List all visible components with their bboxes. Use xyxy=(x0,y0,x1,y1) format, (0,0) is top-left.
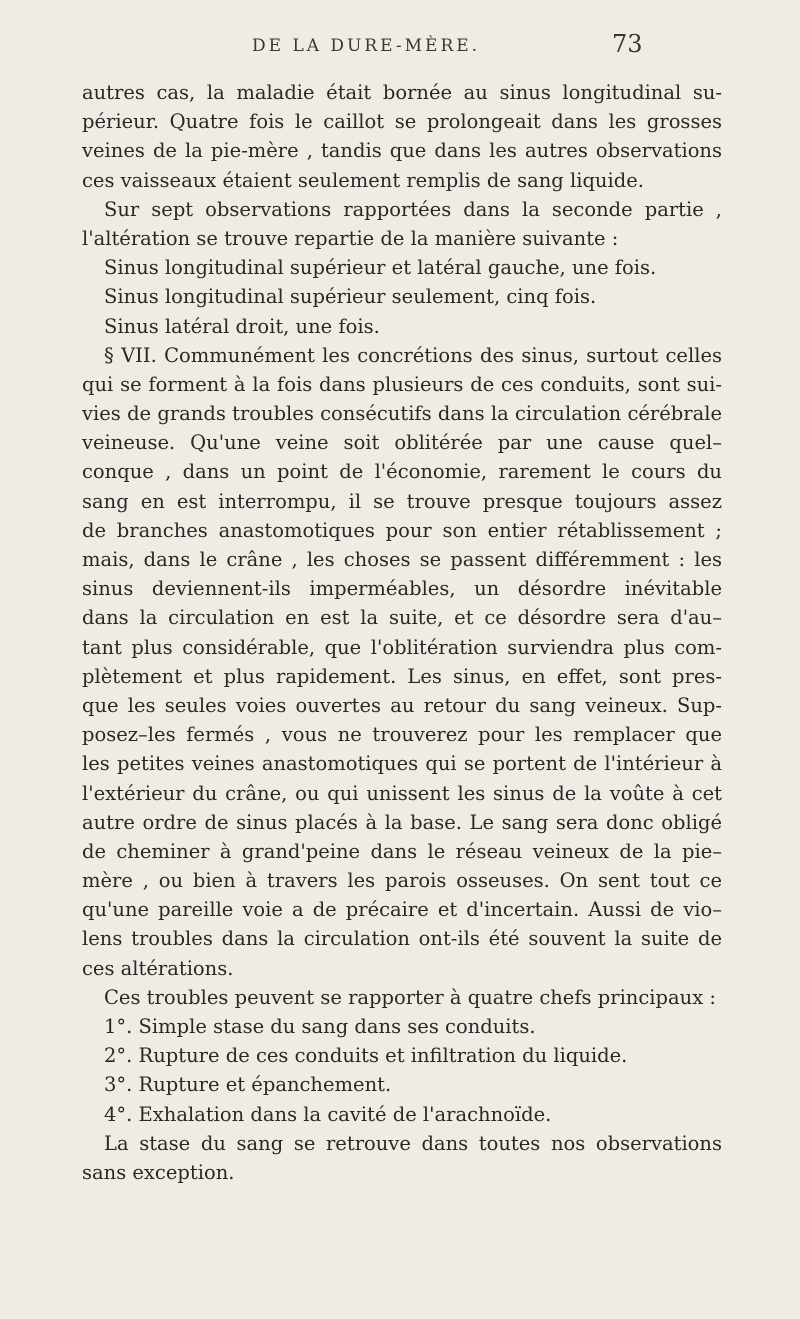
text-line: de branches anastomotiques pour son entier rétablissement ; xyxy=(82,518,722,542)
text-line: les petites veines anastomotiques qui se portent de l'intérieur à xyxy=(82,752,722,776)
text-line: périeur. Quatre fois le caillot se prolongeait dans les grosses xyxy=(82,110,722,134)
text-line: 4°. Exhalation dans la cavité de l'arachnoïde. xyxy=(104,1102,552,1126)
text-line: vies de grands troubles consécutifs dans la circulation cérébrale xyxy=(82,402,722,426)
text-line: autre ordre de sinus placés à la base. Le sang sera donc obligé xyxy=(82,810,722,834)
text-line: posez–les fermés , vous ne trouverez pour les remplacer que xyxy=(82,723,722,747)
text-line: Sinus latéral droit, une fois. xyxy=(104,314,380,338)
text-line: 1°. Simple stase du sang dans ses conduits. xyxy=(104,1015,536,1038)
text-line: 2°. Rupture de ces conduits et infiltration du liquide. xyxy=(104,1044,628,1068)
text-line: sinus deviennent-ils imperméables, un désordre inévitable xyxy=(82,577,722,601)
text-line: conque , dans un point de l'économie, rarement le cours du xyxy=(82,460,722,484)
text-line: dans la circulation en est la suite, et ce désordre sera d'au– xyxy=(82,606,722,630)
text-line: autres cas, la maladie était bornée au sinus longitudinal su- xyxy=(82,81,722,104)
text-line: ces vaisseaux étaient seulement remplis de sang liquide. xyxy=(82,168,644,192)
text-line: Sur sept observations rapportées dans la seconde partie , xyxy=(104,197,722,221)
body-text xyxy=(82,78,722,1187)
text-line: lens troubles dans la circulation ont-ils été souvent la suite de xyxy=(82,927,722,951)
text-line: sans exception. xyxy=(82,1160,235,1184)
text-line: Sinus longitudinal supérieur seulement, cinq fois. xyxy=(104,285,597,309)
text-line: sang en est interrompu, il se trouve presque toujours assez xyxy=(82,489,722,513)
text-line: La stase du sang se retrouve dans toutes nos observations xyxy=(104,1131,722,1155)
text-line: veines de la pie-mère , tandis que dans les autres observations xyxy=(82,139,722,163)
page-number: 73 xyxy=(612,30,643,58)
text-line: qui se forment à la fois dans plusieurs de ces conduits, sont sui- xyxy=(82,372,722,396)
text-line: veineuse. Qu'une veine soit oblitérée par une cause quel– xyxy=(82,431,722,455)
text-line: mais, dans le crâne , les choses se passent différemment : les xyxy=(82,548,722,571)
text-line: l'altération se trouve repartie de la manière suivante : xyxy=(82,226,619,250)
text-line: plètement et plus rapidement. Les sinus, en effet, sont pres- xyxy=(82,664,722,688)
text-line: Sinus longitudinal supérieur et latéral gauche, une fois. xyxy=(104,256,657,280)
running-title: DE LA DURE-MÈRE. xyxy=(252,36,481,56)
text-line: 3°. Rupture et épanchement. xyxy=(104,1073,392,1097)
text-line: l'extérieur du crâne, ou qui unissent les sinus de la voûte à cet xyxy=(82,781,722,805)
text-line: mère , ou bien à travers les parois osseuses. On sent tout ce xyxy=(82,869,722,893)
text-line: Ces troubles peuvent se rapporter à quatre chefs principaux : xyxy=(104,985,716,1009)
text-line: § VII. Communément les concrétions des sinus, surtout celles xyxy=(104,343,722,367)
text-line: que les seules voies ouvertes au retour du sang veineux. Sup- xyxy=(82,693,722,717)
running-header xyxy=(0,30,800,64)
text-line: tant plus considérable, que l'oblitération surviendra plus com- xyxy=(82,635,722,659)
text-line: de cheminer à grand'peine dans le réseau veineux de la pie– xyxy=(82,839,722,863)
text-line: ces altérations. xyxy=(82,956,234,980)
text-line: qu'une pareille voie a de précaire et d'incertain. Aussi de vio– xyxy=(82,898,722,922)
